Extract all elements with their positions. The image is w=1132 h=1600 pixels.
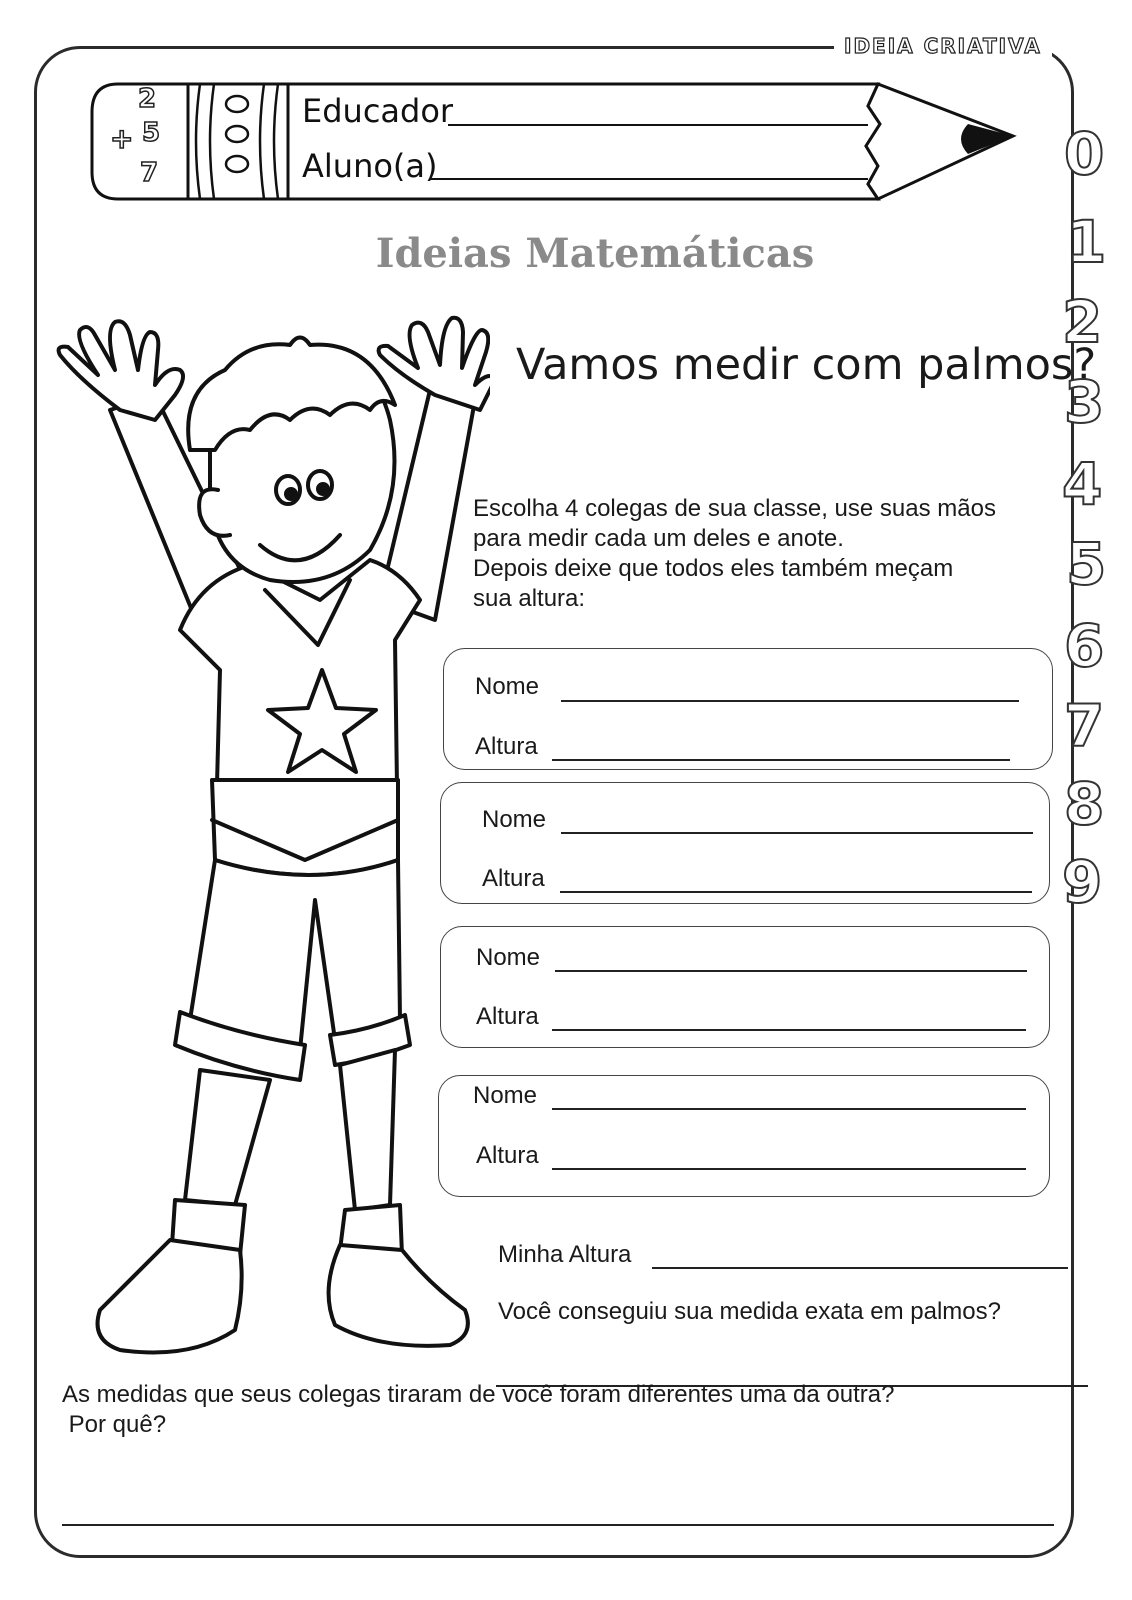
instruction-line: sua altura: (473, 585, 586, 612)
height-field[interactable] (552, 759, 1010, 761)
side-number: 8 (1064, 770, 1105, 838)
page-title: Ideias Matemáticas (375, 230, 815, 277)
math-symbol: 7 (140, 158, 159, 188)
brand-logo: IDEIA CRIATIVA (834, 34, 1052, 58)
math-symbol: 5 (142, 118, 161, 148)
side-number: 6 (1064, 612, 1105, 680)
name-field[interactable] (561, 700, 1019, 702)
educator-label: Educador (302, 92, 454, 130)
name-label: Nome (476, 944, 541, 971)
height-label: Altura (475, 733, 538, 760)
height-label: Altura (482, 865, 545, 892)
exact-measure-question: Você conseguiu sua medida exata em palmos? (498, 1298, 1001, 1325)
side-number: 7 (1064, 692, 1105, 760)
name-label: Nome (482, 806, 547, 833)
my-height-label: Minha Altura (498, 1241, 632, 1268)
side-number: 1 (1066, 208, 1107, 276)
bottom-question (62, 1380, 894, 1440)
math-symbol: + (110, 122, 134, 155)
name-field[interactable] (561, 832, 1033, 834)
math-symbol: 2 (138, 84, 157, 114)
name-field[interactable] (552, 1108, 1026, 1110)
bottom-answer-field[interactable] (62, 1524, 1054, 1526)
instruction-line: Escolha 4 colegas de sua classe, use suas mãos (473, 495, 996, 522)
side-number: 4 (1062, 450, 1103, 518)
side-number: 0 (1064, 120, 1105, 188)
student-label: Aluno(a) (302, 147, 438, 185)
pencil-header-illustration (88, 74, 1028, 209)
height-field[interactable] (552, 1029, 1026, 1031)
side-number: 2 (1062, 288, 1103, 356)
bottom-question-line: As medidas que seus colegas tiraram de você foram diferentes uma da outra? (62, 1381, 895, 1408)
name-label: Nome (473, 1082, 538, 1109)
instruction-line: Depois deixe que todos eles também meçam (473, 555, 954, 582)
educator-field[interactable] (448, 124, 868, 126)
activity-question: Vamos medir com palmos? (516, 340, 1097, 390)
name-label: Nome (475, 673, 540, 700)
side-number: 3 (1064, 368, 1105, 436)
side-number: 5 (1066, 530, 1107, 598)
height-field[interactable] (552, 1168, 1026, 1170)
my-height-field[interactable] (652, 1267, 1068, 1269)
instruction-line: para medir cada um deles e anote. (473, 525, 844, 552)
instructions (473, 494, 1073, 614)
bottom-question-line: Por quê? (62, 1411, 167, 1438)
height-label: Altura (476, 1142, 539, 1169)
height-field[interactable] (560, 891, 1032, 893)
side-number: 9 (1062, 848, 1103, 916)
boy-illustration (50, 300, 490, 1380)
student-field[interactable] (430, 178, 868, 180)
height-label: Altura (476, 1003, 539, 1030)
name-field[interactable] (555, 970, 1027, 972)
